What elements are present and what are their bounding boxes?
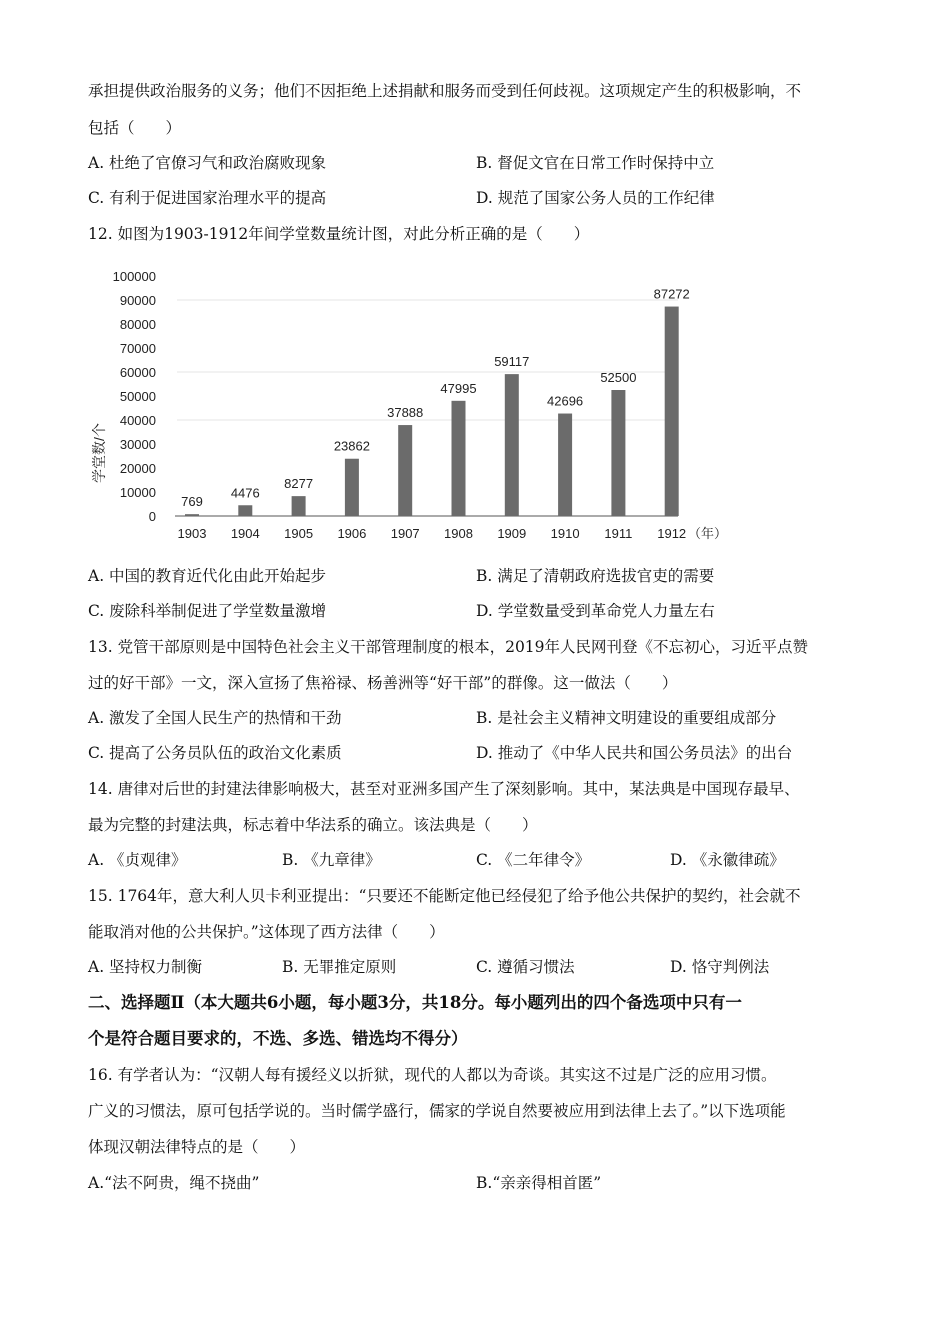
q13-option-b[interactable]: B. 是社会主义精神文明建设的重要组成部分 (476, 709, 777, 727)
chart-y-tick-label: 40000 (119, 413, 156, 428)
chart-value-label: 42696 (547, 393, 584, 409)
chart-value-label: 23862 (333, 438, 370, 454)
q13-stem-line1: 13. 党管干部原则是中国特色社会主义干部管理制度的根本，2019年人民网刊登《不忘初心，习近平点赞 (88, 638, 809, 656)
chart-value-label: 8277 (284, 476, 314, 492)
chart-bar (398, 425, 412, 516)
q15-option-d[interactable]: D. 恪守判例法 (670, 958, 770, 976)
chart-bar (452, 401, 466, 516)
q15-option-c[interactable]: C. 遵循习惯法 (476, 958, 575, 976)
q11-stem-line2: 包括（ ） (88, 119, 182, 137)
chart-x-axis-label: （年） (688, 526, 728, 541)
chart-x-tick-label: 1908 (444, 526, 473, 541)
q12-option-c[interactable]: C. 废除科举制促进了学堂数量激增 (88, 602, 327, 620)
chart-bar (611, 390, 625, 516)
q14-stem-line2: 最为完整的封建法典，标志着中华法系的确立。该法典是（ ） (88, 816, 538, 834)
q15-option-b[interactable]: B. 无罪推定原则 (282, 958, 397, 976)
chart-bar (505, 374, 519, 516)
q16-stem-line3: 体现汉朝法律特点的是（ ） (88, 1138, 306, 1156)
q13-option-d[interactable]: D. 推动了《中华人民共和国公务员法》的出台 (476, 744, 793, 762)
q15-option-a[interactable]: A. 坚持权力制衡 (88, 958, 203, 976)
q13-option-a[interactable]: A. 激发了全国人民生产的热情和干劲 (88, 709, 342, 727)
q12-option-d[interactable]: D. 学堂数量受到革命党人力量左右 (476, 602, 715, 620)
chart-y-tick-label: 50000 (119, 389, 156, 404)
chart-x-tick-label: 1912 (657, 526, 687, 541)
q13-option-c[interactable]: C. 提高了公务员队伍的政治文化素质 (88, 744, 342, 762)
q15-stem-line2: 能取消对他的公共保护。”这体现了西方法律（ ） (88, 923, 445, 941)
chart-x-tick-label: 1911 (604, 526, 633, 541)
chart-value-label: 52500 (600, 370, 637, 385)
chart-y-axis-label: 学堂数/个 (91, 423, 107, 483)
chart-x-tick-label: 1907 (390, 526, 420, 541)
chart-bar (558, 414, 572, 516)
chart-y-tick-label: 100000 (112, 269, 156, 284)
chart-x-tick-label: 1910 (550, 526, 580, 541)
chart-x-tick-label: 1904 (230, 526, 260, 541)
chart-gridlines (177, 300, 678, 420)
q13-stem-line2: 过的好干部》一文，深入宣扬了焦裕禄、杨善洲等“好干部”的群像。这一做法（ ） (88, 674, 678, 692)
chart-y-tick-label: 10000 (119, 485, 156, 500)
chart-value-label: 87272 (653, 286, 690, 302)
q16-stem-line2: 广义的习惯法，原可包括学说的。当时儒学盛行，儒家的学说自然要被应用到法律上去了。”以下选项能 (88, 1102, 786, 1120)
q16-option-a[interactable]: A.“法不阿贵，绳不挠曲” (88, 1174, 260, 1192)
chart-y-tick-label: 70000 (119, 341, 156, 356)
q12-option-b[interactable]: B. 满足了清朝政府选拔官吏的需要 (476, 567, 715, 585)
q11-option-a[interactable]: A. 杜绝了官僚习气和政治腐败现象 (88, 154, 327, 172)
q14-option-b[interactable]: B. 《九章律》 (282, 851, 381, 869)
chart-value-label: 59117 (494, 354, 530, 370)
chart-x-ticks (178, 526, 687, 541)
q11-option-d[interactable]: D. 规范了国家公务人员的工作纪律 (476, 189, 715, 207)
chart-y-ticks (113, 269, 156, 524)
chart-bar (185, 514, 199, 516)
q11-option-b[interactable]: B. 督促文官在日常工作时保持中立 (476, 154, 715, 172)
chart-value-label: 37888 (387, 405, 424, 421)
q11-stem-line1: 承担提供政治服务的义务；他们不因拒绝上述捐献和服务而受到任何歧视。这项规定产生的积极影响，不 (88, 82, 802, 100)
q12-option-a[interactable]: A. 中国的教育近代化由此开始起步 (88, 567, 327, 585)
q14-option-a[interactable]: A. 《贞观律》 (88, 851, 187, 869)
chart-value-label: 4476 (230, 485, 260, 501)
chart-value-label: 769 (181, 494, 203, 510)
chart-x-tick-label: 1905 (284, 526, 314, 541)
chart-x-tick-label: 1906 (337, 526, 367, 541)
chart-y-tick-label: 20000 (119, 461, 156, 476)
section-2-heading-line1: 二、选择题Ⅱ（本大题共6小题，每小题3分，共18分。每小题列出的四个备选项中只有一 (88, 993, 742, 1012)
chart-bar (292, 496, 306, 516)
q14-option-c[interactable]: C. 《二年律令》 (476, 851, 591, 869)
chart-y-tick-label: 90000 (119, 293, 156, 308)
chart-y-tick-label: 60000 (119, 365, 156, 380)
section-2-heading-line2: 个是符合题目要求的，不选、多选、错选均不得分） (88, 1029, 468, 1048)
q16-option-b[interactable]: B.“亲亲得相首匿” (476, 1174, 602, 1192)
q14-option-d[interactable]: D. 《永徽律疏》 (670, 851, 785, 869)
q12-stem: 12. 如图为1903-1912年间学堂数量统计图，对此分析正确的是（ ） (88, 225, 590, 243)
chart-bar (238, 505, 252, 516)
chart-value-label: 47995 (440, 380, 477, 396)
chart-bar (665, 307, 679, 516)
chart-x-tick-label: 1909 (497, 526, 527, 541)
chart-y-tick-label: 80000 (119, 317, 156, 332)
chart-x-tick-label: 1903 (177, 526, 207, 541)
q15-stem-line1: 15. 1764年，意大利人贝卡利亚提出：“只要还不能断定他已经侵犯了给予他公共保护的契约，社会就不 (88, 887, 801, 905)
chart-bar (345, 459, 359, 516)
q14-stem-line1: 14. 唐律对后世的封建法律影响极大，甚至对亚洲多国产生了深刻影响。其中，某法典是中国现存最早、 (88, 780, 800, 798)
q16-stem-line1: 16. 有学者认为：“汉朝人每有援经义以折狱，现代的人都以为奇谈。其实这不过是广泛的应用习惯。 (88, 1066, 777, 1084)
chart-y-tick-label: 0 (148, 509, 156, 524)
q11-option-c[interactable]: C. 有利于促进国家治理水平的提高 (88, 189, 327, 207)
chart-y-tick-label: 30000 (119, 437, 156, 452)
school-count-bar-chart (88, 258, 738, 548)
